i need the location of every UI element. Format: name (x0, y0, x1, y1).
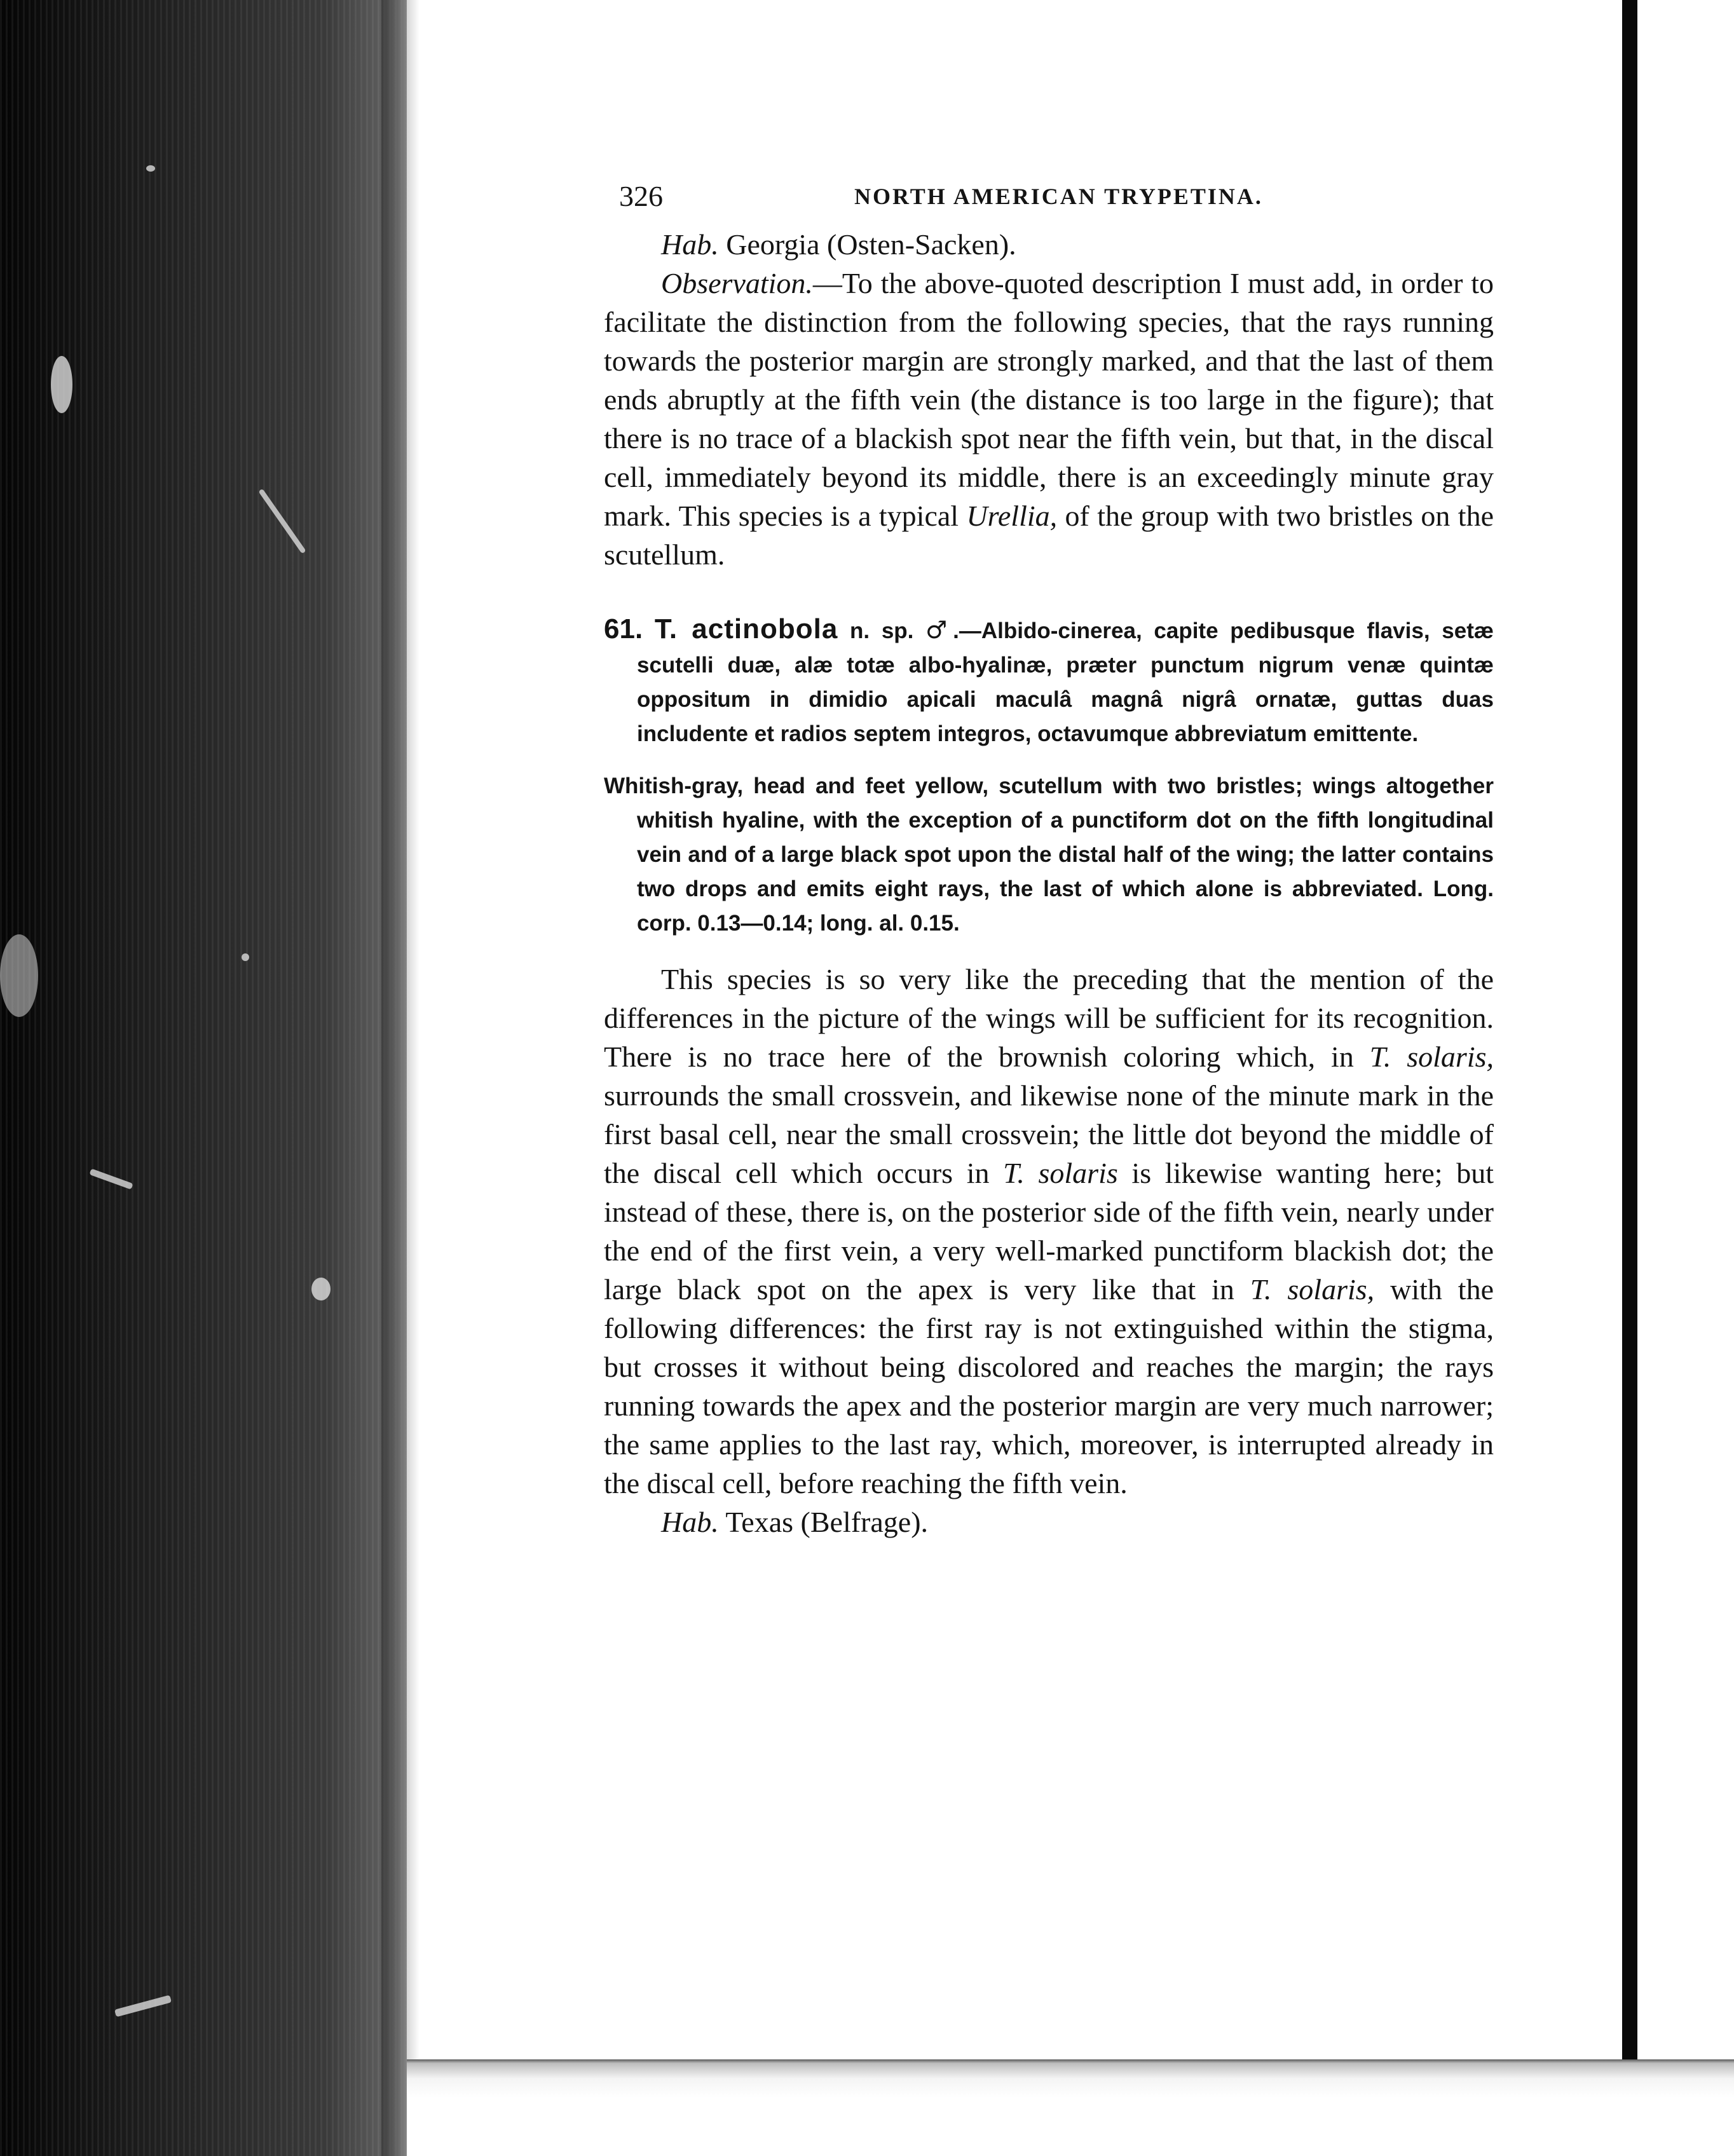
page-header (604, 179, 1494, 225)
new-species-mark: n. sp. (838, 618, 926, 643)
discussion-text: surrounds the small crossvein, and likewise none of the minute mark in the first basal cell, near the small crossvein; the little dot beyond the middle of the discal cell which occurs in (604, 1079, 1494, 1189)
book-page (604, 172, 1494, 1541)
dust-speck (242, 953, 249, 961)
discussion-text: is likewise wanting here; but instead of these, there is, on the posterior side of the fifth vein, nearly under the end of the first vein, a very well-marked punctiform blackish dot; the large black spot on the apex is very like that in (604, 1157, 1494, 1306)
observation-text: —To the above-quoted description I must add, in order to facilitate the distinction from the following species, that the rays running towards the posterior margin are strongly marked, and that the last of them ends abruptly at the fifth vein (the distance is too large in the figure); that there is no trace of a blackish spot near the fifth vein, but that, in the discal cell, immediately beyond its middle, there is an exceedingly minute gray mark. This species is a typical (604, 267, 1494, 532)
hab-text: Texas (Belfrage). (718, 1506, 929, 1538)
species-reference: T. solaris (1003, 1157, 1118, 1189)
discussion-section (604, 960, 1494, 1541)
dust-speck (311, 1278, 331, 1300)
habitat-line (604, 225, 1494, 264)
dust-speck (0, 934, 38, 1017)
page-edge-bar (1622, 0, 1637, 2059)
hab-text: Georgia (Osten-Sacken). (718, 228, 1016, 261)
dust-speck (146, 165, 155, 172)
male-symbol-icon: ♂ (925, 616, 953, 644)
species-entry (604, 612, 1494, 941)
species-reference: T. solaris, (1369, 1040, 1494, 1073)
genus-name: Urellia, (966, 500, 1058, 532)
scanned-binding-edge (0, 0, 407, 2156)
observation-paragraph (604, 264, 1494, 574)
discussion-paragraph (604, 960, 1494, 1503)
latin-text: .—Albido-cinerea, capite pedibusque flavis, setæ scutelli duæ, alæ totæ albo-hyalinæ, præter punctum nigrum venæ quintæ oppositum in dimidio apicali maculâ magnâ nigrâ ornatæ, guttas duas includente et radios septem integros, octavumque abbreviatum emittente. (637, 618, 1494, 746)
observation-text-end: of the group with two bristles on the scutellum. (604, 500, 1494, 571)
page-number: 326 (619, 180, 663, 212)
intro-section (604, 225, 1494, 574)
hab-label: Hab. (661, 228, 719, 261)
species-name: T. actinobola (654, 613, 838, 645)
dust-speck (51, 356, 72, 413)
hab-label: Hab. (661, 1506, 719, 1538)
discussion-text: This species is so very like the preceding that the mention of the differences in the picture of the wings will be sufficient for its recognition. There is no trace here of the brownish coloring which, in (604, 963, 1494, 1073)
habitat-line-texas (604, 1503, 1494, 1541)
latin-diagnosis (604, 612, 1494, 751)
observation-label: Observation. (661, 267, 813, 299)
running-head: NORTH AMERICAN TRYPETINA. (854, 184, 1263, 209)
species-reference: T. solaris, (1250, 1273, 1375, 1306)
discussion-text: with the following differences: the first ray is not extinguished within the stigma, but crosses it without being discolored and reaches the margin; the rays running towards the apex and the posterior margin are very much narrower; the same applies to the last ray, which, moreover, is interrupted already in the discal cell, before reaching the fifth vein. (604, 1273, 1494, 1499)
gutter-shadow (381, 0, 420, 2156)
page-bottom-edge (407, 2059, 1734, 2156)
english-diagnosis: Whitish-gray, head and feet yellow, scutellum with two bristles; wings altogether whitish hyaline, with the exception of a punctiform dot on the fifth longitudinal vein and of a large black spot upon the distal half of the wing; the latter contains two drops and emits eight rays, the last of which alone is abbreviated. Long. corp. 0.13—0.14; long. al. 0.15. (604, 774, 1494, 936)
species-number: 61. (604, 613, 643, 645)
